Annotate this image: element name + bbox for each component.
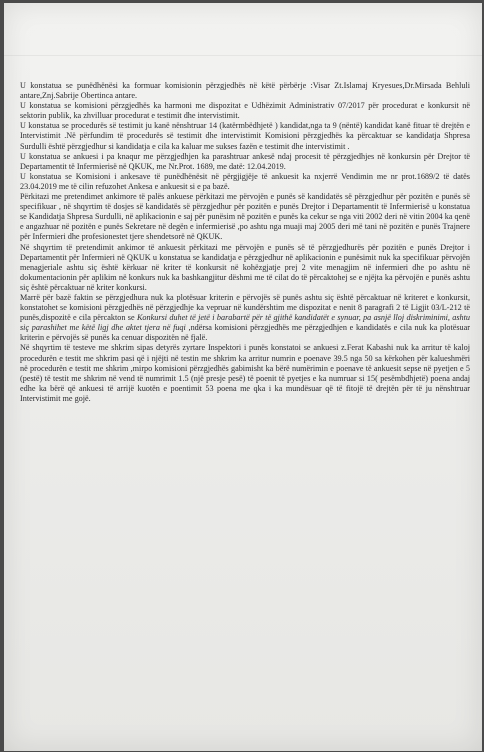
paragraph-law	[20, 293, 470, 343]
paragraph-claims: Përkitazi me pretendimet ankimore të palës ankuese përkitazi me përvojën e punës së kandidatës së përzgjedhur për pozitën e punës së specifikuar , në shqyrtim të dosjes së kandidatës së përzgjedhur për pozitën e punës Drejtor i Departamentit të Infermierisë u konstatua se Kandidatja Shpresa Surdulli, në aplikacionin e saj për punësim në pozitën e punës ka cekur se nga viti 2002 deri në vitin 2004 ka qenë e angazhuar në pozitën e punës Sekretare në degën e infermierisë ,po ashtu nga muaji maj 2005 deri më tani në pozitën e punës Trajnere për Infermieri dhe profesionestet tjere shendetsorë në QKUK.	[20, 192, 470, 242]
paragraph-complaint: U konstatua se ankuesi i pa knaqur me përzgjedhjen ka parashtruar ankesë ndaj procesit të përzgjedhjes në konkursin për Drejtor të Departamentit të Infermierisë në QKUK, me Nr.Prot. 1689, me datë: 12.04.2019.	[20, 151, 470, 171]
paragraph-harmony: U konstatua se komisioni përzgjedhës ka harmoni me dispozitat e Udhëzimit Administrativ 07/2017 për procedurat e konkursit në sektorin publik, ka zhvilluar procedurat e testimit dhe intervistimit.	[20, 101, 470, 121]
paragraph-decision: U konstatua se Komisioni i ankesave të punëdhënësit në përgjigjëje të ankuesit ka nxjerrë Vendimin me nr prot.1689/2 të datës 23.04.2019 me të cilin refuzohet Ankesa e ankuesit si e pa bazë.	[20, 171, 470, 191]
page-fold-shadow	[4, 55, 482, 56]
paragraph-commission: U konstatua se punëdhënësi ka formuar komisionin përzgjedhës në këtë përbërje :Visar Zt.Islamaj Kryesues,Dr.Mirsada Behluli antare,Znj.Sabrije Obertinca antare.	[20, 81, 470, 101]
law-tail-text: ,ndërsa komisioni përzgjedhës me përzgjedhjen e kandidatës e cila nuk ka plotësuar kriterin e përvojës së punës ka cenuar dispozitën në fjalë.	[20, 323, 470, 343]
paragraph-testing: U konstatua se procedurës së testimit ju kanë nënshtruar 14 (katërmbëdhjetë ) kandidat,nga ta 9 (nëntë) kandidat kanë fituar të drejtën e Intervistimit .Në përfundim të procedurës së testimit dhe intervistimit Komisioni përzgjedhës ka përcaktuar se kandidatja Shpresa Surdulli është përzgjedhur si kandidatja e cila ka kaluar me sukses fazën e testimit dhe intervistimit .	[20, 121, 470, 151]
law-quote-italic: Konkursi duhet të jetë i barabartë për të gjithë kandidatët e synuar, pa asnjë lloj diskriminimi, ashtu siç parashihet me këtë ligj dhe aktet tjera në fuqi	[20, 313, 471, 333]
document-body	[20, 81, 470, 404]
paragraph-review: Në shqyrtim të pretendimit ankimor të ankuesit përkitazi me përvojën e punës së të përzgjedhurës për pozitën e punës Drejtor i Departamentit për Infermieri në QKUK u konstatua se kandidatja e përzgjedhur në aplikacionin e punësimit nuk ka specifikuar përvojën menagjeriale ashtu siç është kërkuar në kriter të konkursit në kohëzgjatje prej 2 vite menagjim në infermieri dhe po ashtu në dokumentacionin për aplikim në konkurs nuk ka bashkangjitur dëshmi me të cilat do të përcaktohej se e njëjta ka përvojën e punës ashtu siç është përcaktuar në kriter konkursi.	[20, 242, 470, 292]
law-lead-text: Marrë për bazë faktin se përzgjedhura nuk ka plotësuar kriterin e përvojës së punës ashtu siç është përcaktuar në kriteret e konkursit, konstatohet se komisioni përzgjedhës në përzgjedhje ka vepruar në kundërshtim me dispozitat e nenit 8 paragrafi 2 të Ligjit 03/L-212 të punës,dispozitë e cila përcakton se	[20, 292, 470, 323]
paragraph-written-test: Në shqyrtim të testeve me shkrim sipas detyrës zyrtare Inspektori i punës konstatoi se ankuesi z.Ferat Kabashi nuk ka arritur të kaloj procedurën e testit me shkrim pasi që i njëjti në testin me shkrim ka arritur numrin e poenave 39.5 nga 50 sa kërkohen për kalueshmëri në procedurën e testit me shkrim ,mirpo komisioni përzgjedhës gabimisht ka bërë numërimin e poenave të ankuesit sepse në pyetjen e 5 (pestë) të testit me shkrim në vend të numrimit 1.5 (një presje pesë) të poenit të pyetjes e ka numruar si 15( pesëmbdhjetë) poena andaj edhe ka bërë që ankuesi të arrijë kuotën e poentimit 53 poena me qka i ka mundësuar që të fitojë të drejtën për të ju nënshtruar Intervistimit me gojë.	[20, 343, 470, 403]
document-page	[4, 3, 482, 751]
